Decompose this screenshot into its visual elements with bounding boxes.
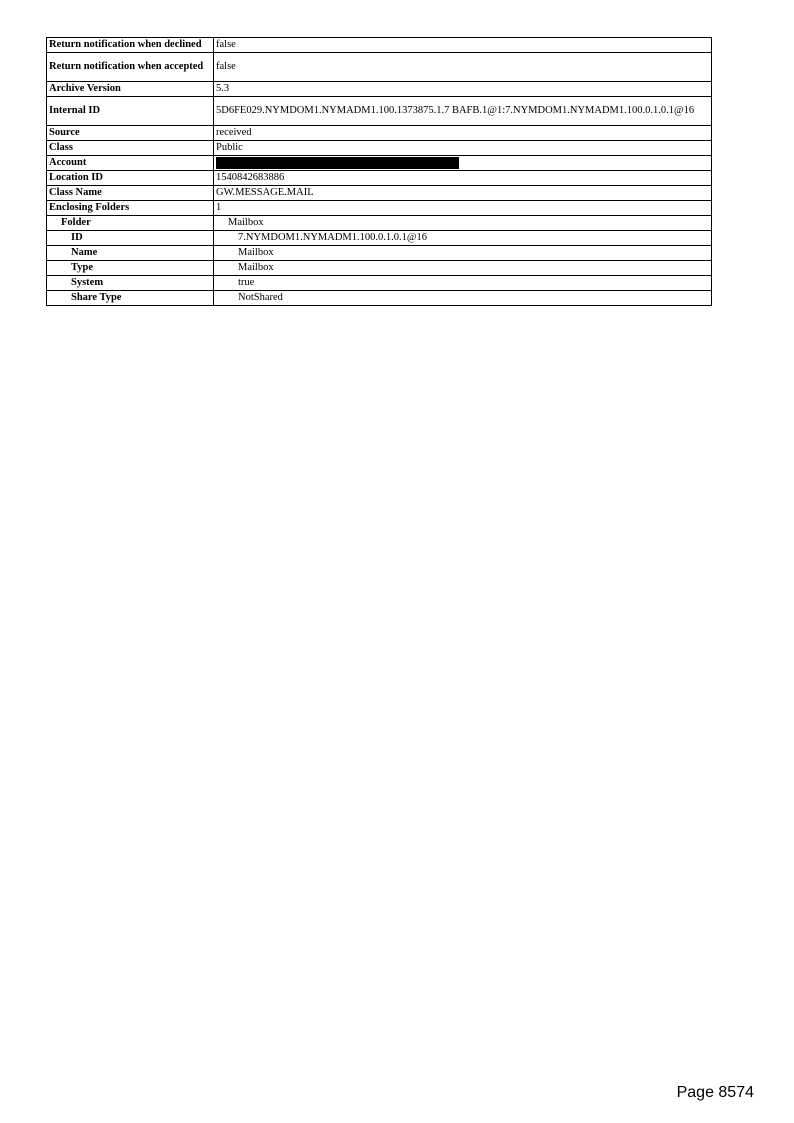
table-row [47,291,712,306]
redaction-block [216,157,459,169]
property-value: 1 [214,201,712,216]
table-row [47,261,712,276]
property-value: 7.NYMDOM1.NYMADM1.100.0.1.0.1@16 [214,231,712,246]
property-name: System [47,276,214,291]
property-value [214,156,712,171]
table-row [47,141,712,156]
property-value: NotShared [214,291,712,306]
table-row [47,186,712,201]
table-row [47,276,712,291]
table-row [47,171,712,186]
table-row [47,97,712,126]
properties-table [46,37,712,306]
table-row [47,126,712,141]
property-value: false [214,38,712,53]
property-name: Account [47,156,214,171]
property-name: Archive Version [47,82,214,97]
property-name: Class Name [47,186,214,201]
property-name: Type [47,261,214,276]
property-name: Internal ID [47,97,214,126]
page-number: Page 8574 [676,1084,754,1101]
property-name: Return notification when accepted [47,53,214,82]
property-value: Mailbox [214,261,712,276]
table-row [47,231,712,246]
property-value: false [214,53,712,82]
property-value: Mailbox [214,246,712,261]
property-value: received [214,126,712,141]
property-name: Source [47,126,214,141]
property-value: 1540842683886 [214,171,712,186]
table-row [47,82,712,97]
property-value: 5.3 [214,82,712,97]
property-name: Enclosing Folders [47,201,214,216]
property-name: Share Type [47,291,214,306]
property-name: Return notification when declined [47,38,214,53]
property-name: Folder [47,216,214,231]
property-value: Public [214,141,712,156]
property-name: ID [47,231,214,246]
property-name: Location ID [47,171,214,186]
table-row [47,246,712,261]
property-value: true [214,276,712,291]
table-row [47,38,712,53]
table-row [47,216,712,231]
property-value: GW.MESSAGE.MAIL [214,186,712,201]
property-value: 5D6FE029.NYMDOM1.NYMADM1.100.1373875.1.7 BAFB.1@1:7.NYMDOM1.NYMADM1.100.0.1.0.1@16 [214,97,712,126]
property-value: Mailbox [214,216,712,231]
table-row [47,201,712,216]
property-name: Name [47,246,214,261]
property-name: Class [47,141,214,156]
table-row [47,53,712,82]
table-row [47,156,712,171]
